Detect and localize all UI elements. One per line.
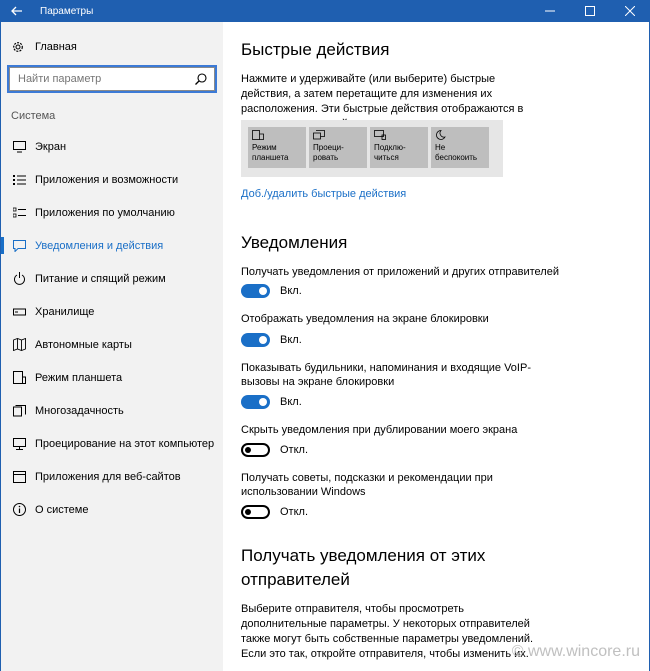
sidebar-nav: [1, 130, 223, 526]
minimize-icon: [545, 6, 555, 16]
sidebar-item-label: Автономные карты: [35, 338, 132, 351]
default-apps-icon: [13, 207, 26, 219]
home-link[interactable]: [11, 40, 77, 54]
sidebar-item-storage[interactable]: [1, 295, 223, 328]
storage-icon: [13, 307, 26, 317]
toggle-lock-screen-notifications[interactable]: [241, 333, 302, 347]
quiet-hours-icon: [435, 130, 447, 140]
back-arrow-icon: [11, 6, 23, 16]
tile-line2: планшета: [252, 153, 289, 162]
sidebar-item-tablet-mode[interactable]: [1, 361, 223, 394]
sidebar-item-label: Приложения по умолчанию: [35, 206, 175, 219]
sidebar-item-multitasking[interactable]: [1, 394, 223, 427]
quick-action-quiet-hours[interactable]: [431, 127, 489, 168]
tile-line1: Проеци-: [313, 143, 344, 152]
gear-icon: [11, 40, 25, 54]
map-icon: [13, 338, 26, 351]
quick-action-tablet-mode[interactable]: [248, 127, 306, 168]
tile-line1: Не: [435, 143, 446, 152]
minimize-button[interactable]: [530, 0, 570, 22]
sidebar-item-default-apps[interactable]: [1, 196, 223, 229]
toggle-state: Вкл.: [280, 285, 302, 297]
connect-icon: [374, 130, 386, 140]
quick-actions-heading: Быстрые действия: [241, 40, 390, 59]
sidebar-item-label: Многозадачность: [35, 404, 124, 417]
option-label: Получать уведомления от приложений и других отправителей: [241, 266, 559, 278]
power-icon: [13, 272, 26, 285]
toggle-switch[interactable]: [241, 505, 270, 519]
senders-heading: Получать уведомления от этих отправителей: [241, 546, 486, 589]
tile-line2: беспокоить: [435, 153, 478, 162]
watermark: © www.wincore.ru: [511, 643, 640, 660]
main-content: [241, 22, 641, 671]
sidebar-item-label: Хранилище: [35, 305, 95, 318]
senders-description: Выберите отправителя, чтобы просмотреть дополнительные параметры. У некоторых отправителей также могут быть собственные параметры уведомлений. Если это так, откройте отправителя, чтобы изменить их.: [241, 603, 534, 660]
toggle-switch[interactable]: [241, 443, 270, 457]
toggle-state: Вкл.: [280, 334, 302, 346]
info-icon: [13, 503, 26, 516]
toggle-app-notifications[interactable]: [241, 284, 302, 298]
back-button[interactable]: [0, 0, 34, 22]
title-bar: [0, 0, 650, 22]
settings-window: [0, 22, 650, 671]
search-placeholder: Найти параметр: [18, 73, 102, 85]
toggle-state: Вкл.: [280, 396, 302, 408]
toggle-switch[interactable]: [241, 284, 270, 298]
notifications-heading: Уведомления: [241, 233, 348, 252]
toggle-switch[interactable]: [241, 333, 270, 347]
quick-action-connect[interactable]: [370, 127, 428, 168]
sidebar-item-projecting[interactable]: [1, 427, 223, 460]
sidebar: [1, 22, 223, 671]
quick-action-project[interactable]: [309, 127, 367, 168]
sidebar-item-web-apps[interactable]: [1, 460, 223, 493]
quick-actions-tiles: [241, 120, 503, 177]
close-button[interactable]: [610, 0, 650, 22]
tile-line2: читься: [374, 153, 399, 162]
window-title: Параметры: [40, 5, 94, 17]
sidebar-item-apps-features[interactable]: [1, 163, 223, 196]
toggle-state: Откл.: [280, 506, 309, 518]
maximize-button[interactable]: [570, 0, 610, 22]
add-remove-quick-actions-link[interactable]: Доб./удалить быстрые действия: [241, 188, 407, 200]
sidebar-item-label: Питание и спящий режим: [35, 272, 166, 285]
tile-line2: ровать: [313, 153, 339, 162]
display-icon: [13, 141, 26, 153]
apps-list-icon: [13, 174, 26, 186]
home-label: Главная: [35, 41, 77, 53]
sidebar-item-label: Режим планшета: [35, 371, 123, 384]
tablet-mode-icon: [252, 130, 264, 140]
sidebar-item-about[interactable]: [1, 493, 223, 526]
sidebar-item-label: Проецирование на этот компьютер: [35, 437, 215, 450]
toggle-switch[interactable]: [241, 395, 270, 409]
search-icon[interactable]: [194, 72, 208, 86]
sidebar-item-label: Экран: [35, 140, 67, 153]
toggle-tips[interactable]: [241, 505, 308, 519]
option-label: Показывать будильники, напоминания и входящие VoIP-вызовы на экране блокировки: [241, 362, 531, 388]
notifications-icon: [13, 240, 26, 252]
projecting-icon: [13, 438, 26, 450]
option-label: Отображать уведомления на экране блокировки: [241, 313, 489, 325]
toggle-state: Откл.: [280, 444, 309, 456]
sidebar-item-offline-maps[interactable]: [1, 328, 223, 361]
quick-actions-description: Нажмите и удерживайте (или выберите) быстрые действия, а затем перетащите для изменения их расположения. Эти быстрые действия отображаются в: [241, 73, 524, 115]
sidebar-item-label: Уведомления и действия: [35, 239, 164, 252]
section-label-system: Система: [11, 110, 56, 122]
option-label: Получать советы, подсказки и рекомендации при использовании Windows: [241, 472, 493, 498]
project-icon: [313, 130, 325, 140]
sidebar-item-label: Приложения и возможности: [35, 173, 179, 186]
sidebar-item-label: Приложения для веб-сайтов: [35, 470, 181, 483]
sidebar-item-power[interactable]: [1, 262, 223, 295]
sidebar-item-display[interactable]: [1, 130, 223, 163]
tile-line1: Подклю-: [374, 143, 406, 152]
sidebar-item-notifications[interactable]: [1, 229, 223, 262]
tile-line1: Режим: [252, 143, 277, 152]
option-label: Скрыть уведомления при дублировании моего экрана: [241, 424, 518, 436]
toggle-hide-when-duplicating[interactable]: [241, 443, 308, 457]
close-icon: [625, 6, 635, 16]
search-input[interactable]: [9, 67, 215, 91]
toggle-alarms-reminders[interactable]: [241, 395, 302, 409]
maximize-icon: [585, 6, 595, 16]
sidebar-item-label: О системе: [35, 503, 89, 516]
tablet-icon: [13, 371, 26, 384]
multitasking-icon: [13, 405, 26, 417]
web-apps-icon: [13, 471, 26, 483]
